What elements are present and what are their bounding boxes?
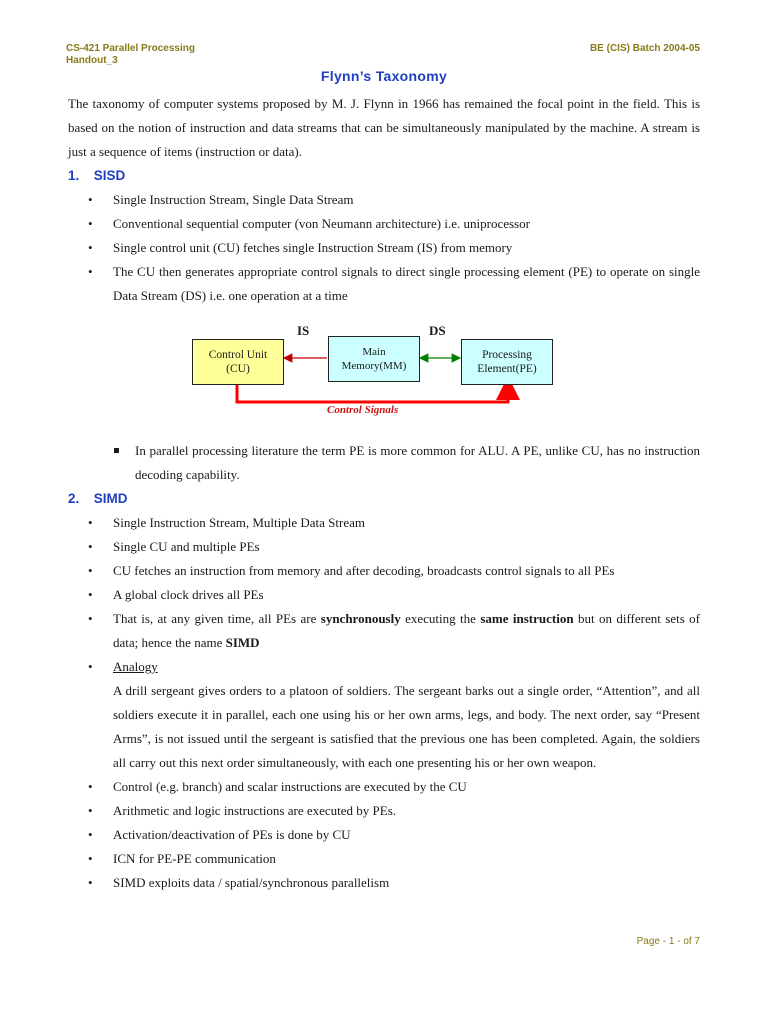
text-run: executing the <box>400 611 481 626</box>
intro-paragraph: The taxonomy of computer systems proposed by M. J. Flynn in 1966 has remained the focal point in the field. This is based on the notion of instruction and data streams that can be simultaneously manipulated by the machine. A stream is just a sequence of items (instruction or data). <box>68 96 700 159</box>
list-item: • Single Instruction Stream, Multiple Data Stream <box>68 511 700 535</box>
simd-bullet-list-2 <box>68 775 700 895</box>
control-signals-label: Control Signals <box>327 404 399 416</box>
bold-term: synchronously <box>320 611 401 626</box>
list-item: • Arithmetic and logic instructions are executed by PEs. <box>68 799 700 823</box>
list-item <box>68 655 700 679</box>
list-item: • Single Instruction Stream, Single Data Stream <box>68 188 700 212</box>
header-left <box>66 43 195 67</box>
text-run: That is, at any given time, all PEs are <box>113 611 321 626</box>
page-title: Flynn’s Taxonomy <box>320 68 448 84</box>
document-body <box>68 92 700 895</box>
list-item: • The CU then generates appropriate control signals to direct single processing element (PE) to operate on single Data Stream (DS) i.e. one operation at a time <box>68 260 700 308</box>
section-sisd-heading <box>68 164 700 188</box>
is-label: IS <box>297 323 310 338</box>
control-signals-arrow <box>237 384 508 402</box>
section-number: 1. <box>68 168 80 183</box>
list-item: • Control (e.g. branch) and scalar instructions are executed by the CU <box>68 775 700 799</box>
list-item: • CU fetches an instruction from memory and after decoding, broadcasts control signals to all PEs <box>68 559 700 583</box>
bold-term: same instruction <box>480 611 574 626</box>
page-number: Page - 1 - of 7 <box>636 936 700 947</box>
bold-term: SIMD <box>225 635 260 650</box>
processing-element-box <box>461 339 553 385</box>
section-simd-heading <box>68 487 700 511</box>
list-item <box>68 607 700 655</box>
mm-label: Main <box>362 346 386 358</box>
batch-label: BE (CIS) Batch 2004-05 <box>589 43 700 54</box>
pe-label: Processing <box>482 349 532 361</box>
list-item: In parallel processing literature the term PE is more common for ALU. A PE, unlike CU, has no instruction decoding capability. <box>68 439 700 487</box>
list-item: • A global clock drives all PEs <box>68 583 700 607</box>
list-item: • ICN for PE-PE communication <box>68 847 700 871</box>
analogy-paragraph: A drill sergeant gives orders to a platoon of soldiers. The sergeant barks out a single order, “Attention”, and all soldiers execute it in parallel, each one using his or her own arms, legs, and body. The next order, say “Present Arms”, is not issued until the sergeant is satisfied that the previous one has been completed. Again, the soldiers all carry out this next order simultaneously, with each one presenting his or her own weapon. <box>113 683 700 770</box>
list-item: • Conventional sequential computer (von Neumann architecture) i.e. uniprocessor <box>68 212 700 236</box>
handout-label: Handout_3 <box>66 55 118 66</box>
text-run: but on different sets of data; hence the name <box>113 611 700 650</box>
cu-label: Control Unit <box>208 349 268 361</box>
cu-abbrev: (CU) <box>226 363 250 375</box>
pe-abbrev: Element(PE) <box>477 363 537 375</box>
section-title: SIMD <box>93 491 128 506</box>
section-number: 2. <box>68 491 80 506</box>
mm-abbrev: Memory(MM) <box>341 360 407 372</box>
course-title: CS-421 Parallel Processing <box>66 43 195 54</box>
sisd-bullet-list <box>68 188 700 308</box>
sisd-sub-list <box>68 439 700 487</box>
simd-bullet-list <box>68 511 700 679</box>
analogy-label: Analogy <box>113 659 158 674</box>
list-item: • Activation/deactivation of PEs is done by CU <box>68 823 700 847</box>
main-memory-box <box>328 336 420 382</box>
sisd-diagram <box>68 308 700 439</box>
ds-label: DS <box>429 323 446 338</box>
section-title: SISD <box>93 168 126 183</box>
list-item: • Single CU and multiple PEs <box>68 535 700 559</box>
list-item: • Single control unit (CU) fetches single Instruction Stream (IS) from memory <box>68 236 700 260</box>
control-unit-box <box>192 339 284 385</box>
list-item: • SIMD exploits data / spatial/synchronous parallelism <box>68 871 700 895</box>
